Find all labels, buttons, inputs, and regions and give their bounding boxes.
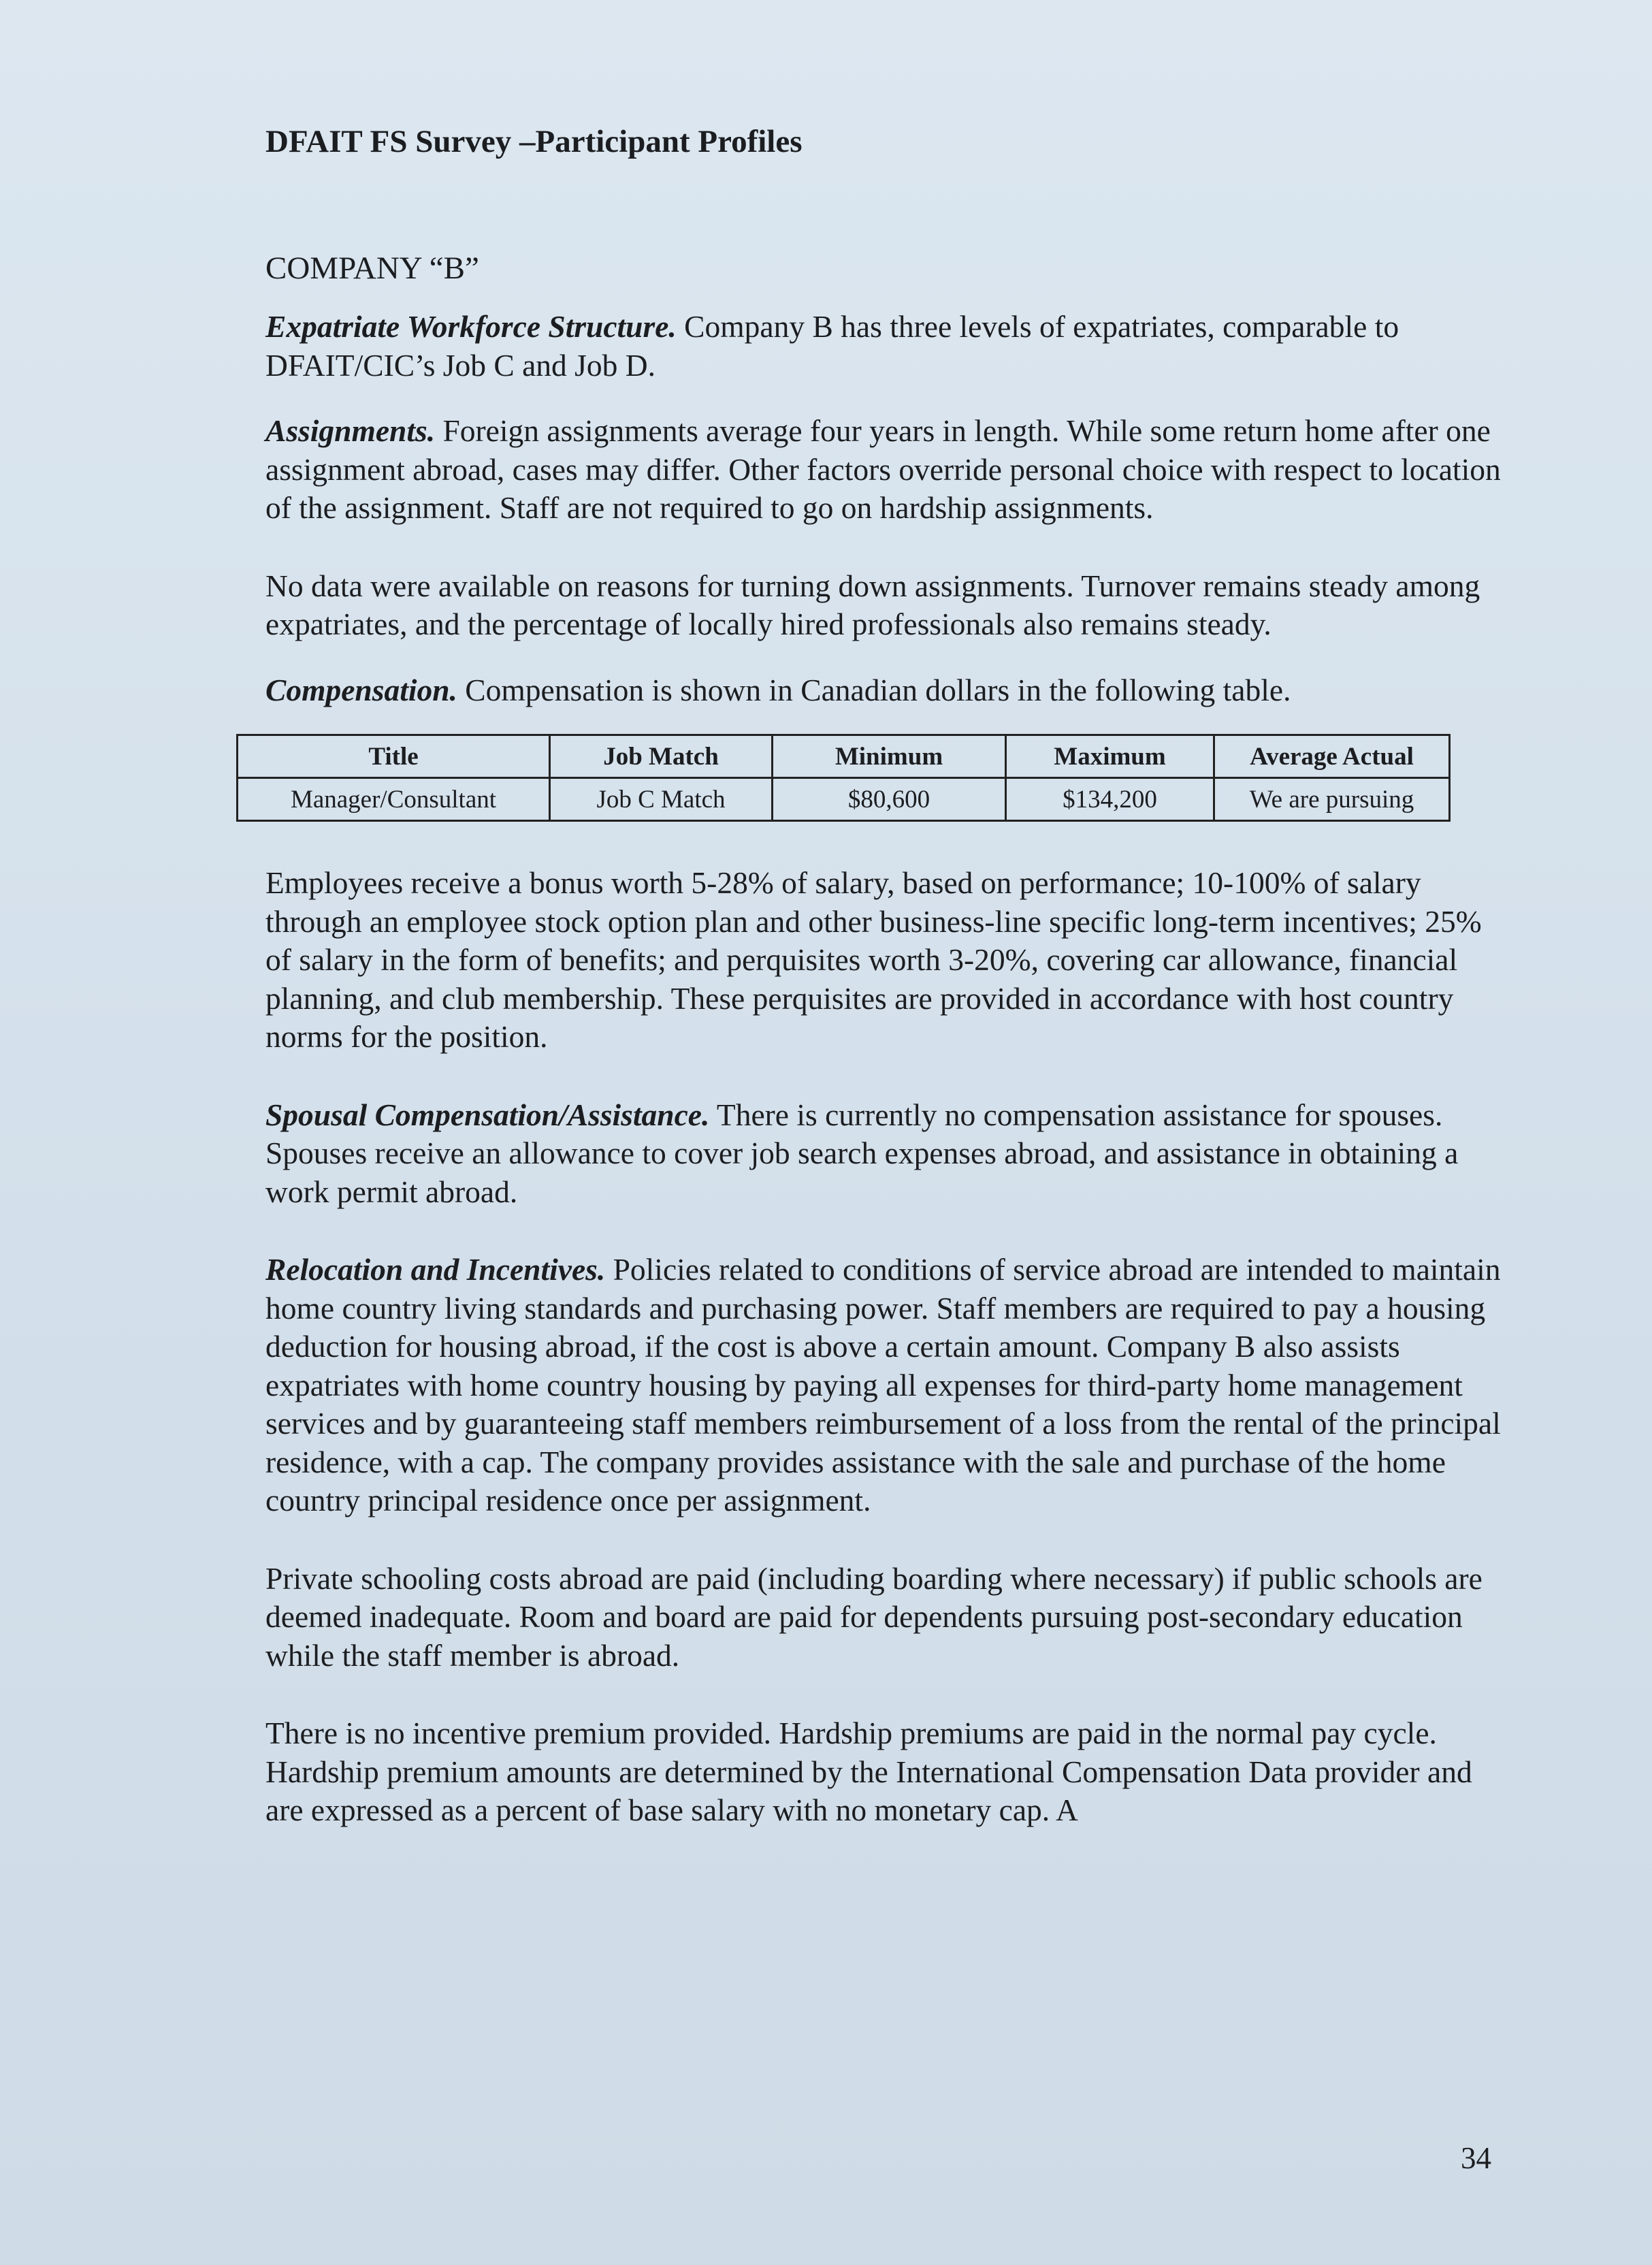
relocation-paragraph [265,1251,1511,1520]
spousal-lead: Spousal Compensation/Assistance. [265,1097,710,1132]
expatriate-lead: Expatriate Workforce Structure. [265,309,677,344]
table-header: Minimum [773,735,1006,778]
table-cell: $134,200 [1006,778,1214,821]
turnover-paragraph [265,567,1511,644]
table-cell: $80,600 [773,778,1006,821]
table-cell: Manager/Consultant [238,778,550,821]
spousal-text: There is currently no compensation assistance for spouses. Spouses receive an allowance to cover job search expenses abroad, and assistance in obtaining a work permit abroad. [265,1097,1459,1209]
assignments-text: Foreign assignments average four years in length. While some return home after one assignment abroad, cases may differ. Other factors override personal choice with respect to location of the assignment. Staff are not required to go on hardship assignments. [265,413,1501,525]
expatriate-text: Company B has three levels of expatriates, comparable to DFAIT/CIC’s Job C and Job D. [265,309,1399,383]
document-title: DFAIT FS Survey –Participant Profiles [265,124,803,159]
table-header: Average Actual [1214,735,1450,778]
premium-text: There is no incentive premium provided. Hardship premiums are paid in the normal pay cycle. Hardship premium amounts are determined by the International Compensation Data provider and are expressed as a percent of base salary with no monetary cap. A [265,1716,1472,1827]
compensation-text: Compensation is shown in Canadian dollars in the following table. [465,672,1291,707]
compensation-table [236,734,1451,822]
schooling-text: Private schooling costs abroad are paid (including boarding where necessary) if public schools are deemed inadequate. Room and board are paid for dependents pursuing post-secondary education while the staff member is abroad. [265,1560,1483,1673]
turnover-text: No data were available on reasons for turning down assignments. Turnover remains steady among expatriates, and the percentage of locally hired professionals also remains steady. [265,568,1480,641]
compensation-lead: Compensation. [265,672,457,707]
relocation-lead: Relocation and Incentives. [265,1252,606,1287]
assignments-paragraph [265,412,1511,528]
page-content [265,121,1511,1830]
premium-paragraph [265,1714,1511,1830]
company-heading: COMPANY “B” [265,251,479,286]
table-header-row [238,735,1450,778]
spousal-paragraph [265,1096,1511,1212]
expatriate-paragraph [265,308,1511,385]
compensation-paragraph [265,671,1511,710]
table-cell: We are pursuing [1214,778,1450,821]
table-cell: Job C Match [550,778,773,821]
bonus-text: Employees receive a bonus worth 5-28% of salary, based on performance; 10-100% of salary through an employee stock option plan and other business-line specific long-term incentives; 25% of salary in the form of benefits; and perquisites worth 3-20%, covering car allowance, financial planning, and club membership. These perquisites are provided in accordance with host country norms for the position. [265,865,1482,1054]
schooling-paragraph [265,1560,1511,1675]
bonus-paragraph [265,864,1511,1057]
assignments-lead: Assignments. [265,413,436,448]
table-header: Title [238,735,550,778]
table-header: Maximum [1006,735,1214,778]
table-header: Job Match [550,735,773,778]
page-number: 34 [1461,2141,1491,2175]
table-row [238,778,1450,821]
relocation-text: Policies related to conditions of service abroad are intended to maintain home country living standards and purchasing power. Staff members are required to pay a housing deduction for housing abroad, if the cost is above a certain amount. Company B also assists expatriates with home country housing by paying all expenses for third-party home management services and by guaranteeing staff members reimbursement of a loss from the rental of the principal residence, with a cap. The company provides assistance with the sale and purchase of the home country principal residence once per assignment. [265,1252,1501,1517]
